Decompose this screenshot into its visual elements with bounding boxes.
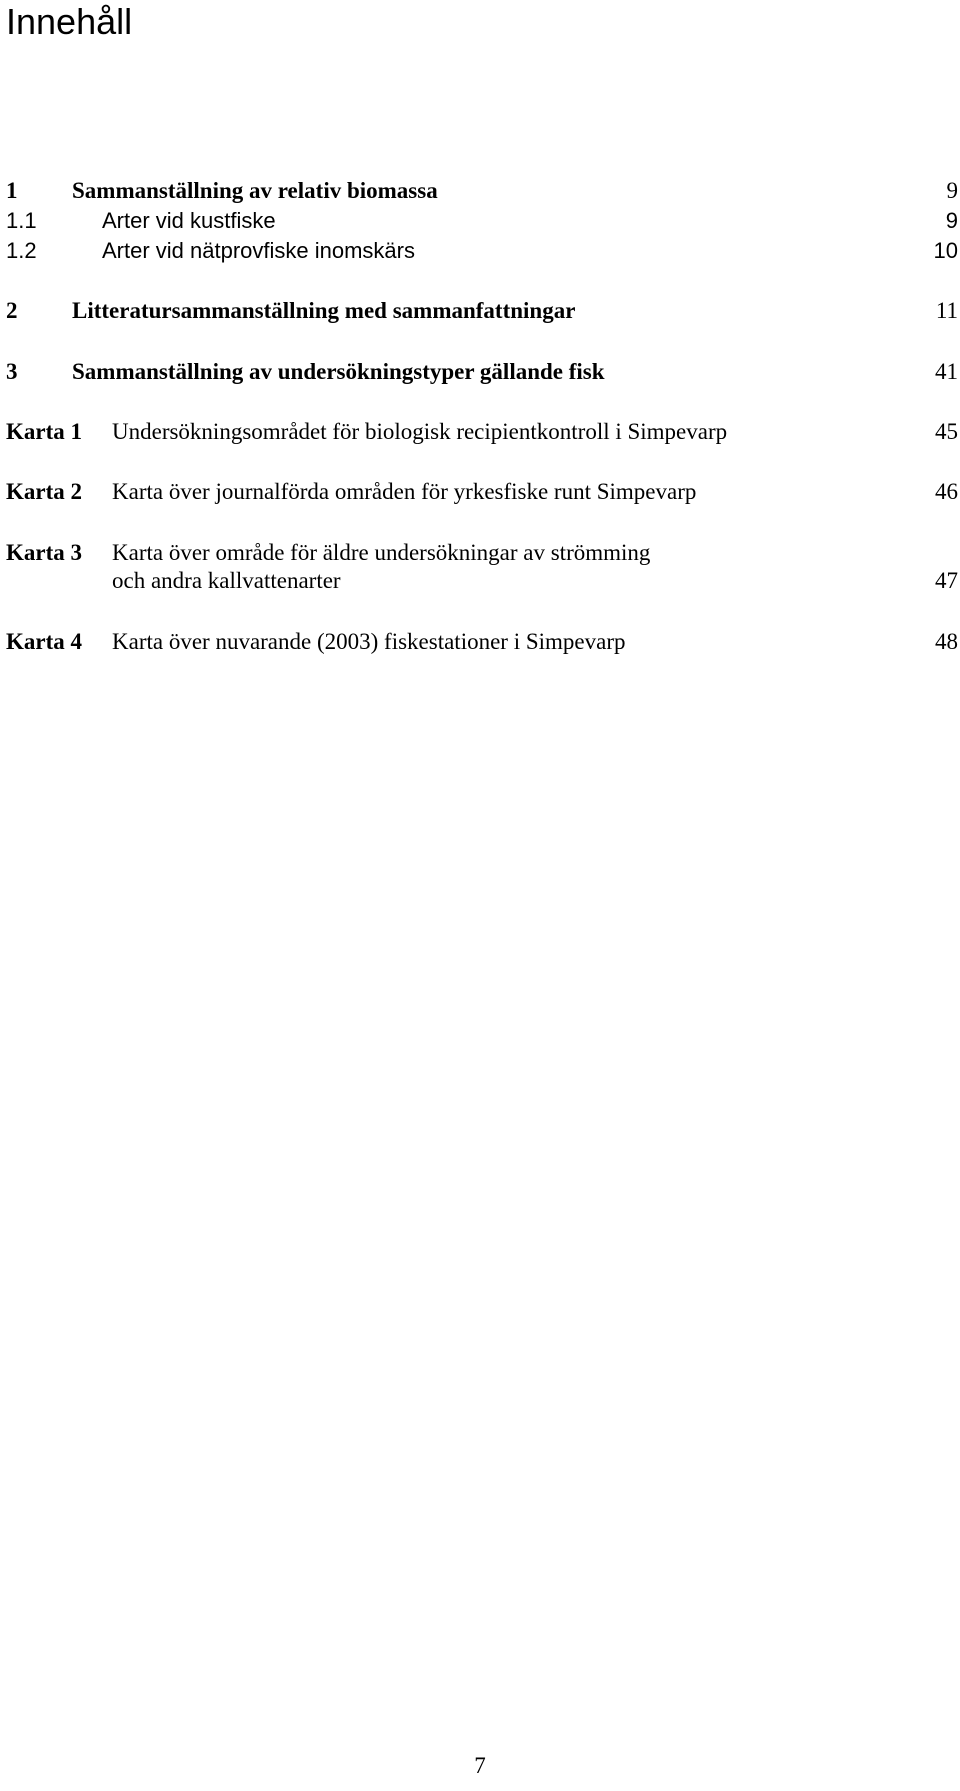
toc-entry-label: Sammanställning av undersökningstyper gällande fisk [72, 359, 605, 384]
toc-entry-page: 10 [933, 238, 958, 263]
map-entry-number: Karta 3 [6, 540, 83, 565]
map-entry-label: Karta över nuvarande (2003) fiskestationer i Simpevarp [112, 629, 626, 654]
map-entry-number: Karta 4 [6, 629, 83, 654]
map-entry-3-continued[interactable] [6, 567, 958, 595]
toc-entry-page: 41 [935, 359, 958, 384]
map-entry-label-line2: och andra kallvattenarter [112, 568, 341, 593]
toc-entry-2[interactable] [6, 297, 958, 325]
toc-entry-number: 1 [6, 178, 18, 203]
map-entry-1[interactable] [6, 418, 958, 446]
map-entry-number: Karta 1 [6, 419, 83, 444]
map-entry-label: Karta över journalförda områden för yrkesfiske runt Simpevarp [112, 479, 697, 504]
toc-entry-1-1[interactable] [6, 207, 958, 235]
page-title: Innehåll [6, 1, 133, 42]
map-entry-label: Undersökningsområdet för biologisk recipientkontroll i Simpevarp [112, 419, 728, 444]
toc-entry-label: Sammanställning av relativ biomassa [72, 178, 438, 203]
toc-entry-number: 3 [6, 359, 18, 384]
page-number: 7 [474, 1753, 486, 1778]
map-entry-3[interactable] [6, 539, 958, 567]
toc-entry-page: 9 [945, 208, 958, 233]
toc-entry-label: Arter vid nätprovfiske inomskärs [102, 238, 415, 263]
map-entry-page: 47 [935, 568, 958, 593]
toc-entry-1-2[interactable] [6, 237, 958, 265]
map-entry-4[interactable] [6, 628, 958, 656]
map-entry-page: 46 [935, 479, 958, 504]
map-entry-page: 48 [935, 629, 958, 654]
toc-entry-label: Arter vid kustfiske [102, 208, 276, 233]
toc-entry-number: 1.2 [6, 238, 37, 263]
toc-entry-3[interactable] [6, 358, 958, 386]
toc-entry-number: 2 [6, 298, 18, 323]
toc-entry-label: Litteratursammanställning med sammanfattningar [72, 298, 576, 323]
map-entry-page: 45 [935, 419, 958, 444]
map-entry-2[interactable] [6, 478, 958, 506]
toc-entry-page: 11 [935, 298, 958, 323]
toc-entry-1[interactable] [6, 177, 958, 205]
toc-entry-page: 9 [946, 178, 958, 203]
toc-entry-number: 1.1 [6, 208, 37, 233]
map-entry-number: Karta 2 [6, 479, 83, 504]
map-entry-label-line1: Karta över område för äldre undersökningar av strömming [112, 540, 651, 565]
